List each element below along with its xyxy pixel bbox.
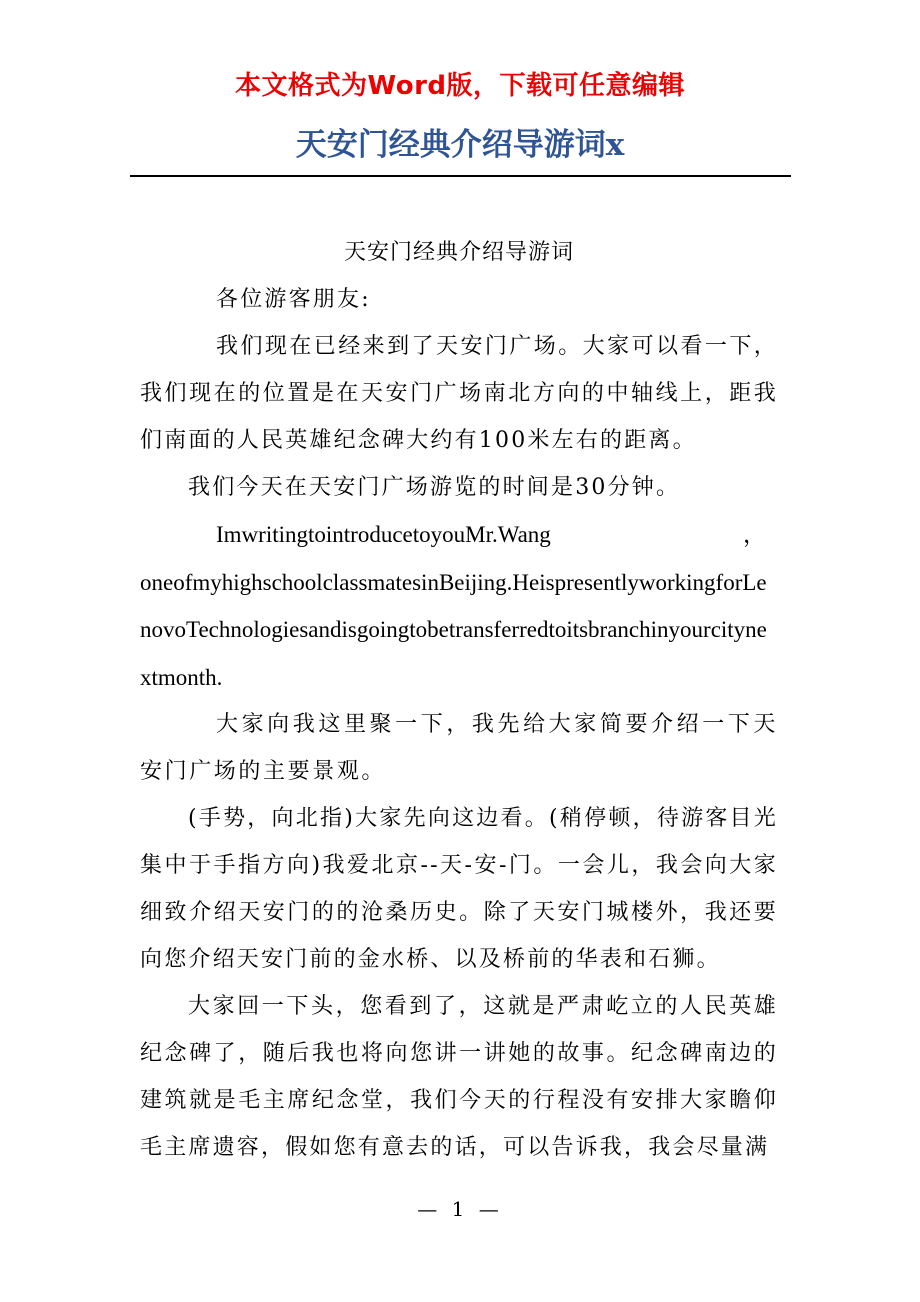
paragraph-monument: 大家回一下头，您看到了，这就是严肃屹立的人民英雄纪念碑了，随后我也将向您讲一讲她的故事。纪念碑南边的建筑就是毛主席纪念堂，我们今天的行程没有安排大家瞻仰毛主席遗容，假如您有意去的话，可以告诉我，我会尽量满 — [140, 994, 778, 1160]
title-divider — [130, 175, 791, 177]
paragraph-gather: 大家向我这里聚一下，我先给大家简要介绍一下天安门广场的主要景观。 — [140, 712, 778, 784]
document-body — [140, 229, 778, 1171]
english-lead-comma: ， — [743, 522, 766, 547]
greeting: 各位游客朋友: — [216, 287, 371, 312]
english-lead-text: ImwritingtointroducetoyouMr.Wang — [216, 522, 551, 547]
paragraph-english: oneofmyhighschoolclassmatesinBeijing.HeispresentlyworkingforLenovoTechnologiesandisgoingtobetransferredtoitsbranchinyourcitynextmonth. — [140, 569, 767, 690]
page-number: — 1 — — [417, 1197, 503, 1221]
paragraph-english-lead — [140, 511, 778, 559]
paragraph-duration: 我们今天在天安门广场游览的时间是30分钟。 — [188, 475, 681, 500]
paragraph-north: (手势，向北指)大家先向这边看。(稍停顿，待游客目光集中于手指方向)我爱北京--天-安-门。一会儿，我会向大家细致介绍天安门的的沧桑历史。除了天安门城楼外，我还要向您介绍天安门前的金水桥、以及桥前的华表和石狮。 — [140, 806, 778, 972]
format-notice: 本文格式为Word版，下载可任意编辑 — [234, 71, 686, 101]
paragraph-location: 我们现在已经来到了天安门广场。大家可以看一下，我们现在的位置是在天安门广场南北方向的中轴线上，距我们南面的人民英雄纪念碑大约有100米左右的距离。 — [140, 334, 778, 453]
document-title: 天安门经典介绍导游词x — [295, 127, 625, 163]
body-heading: 天安门经典介绍导游词 — [343, 240, 574, 265]
